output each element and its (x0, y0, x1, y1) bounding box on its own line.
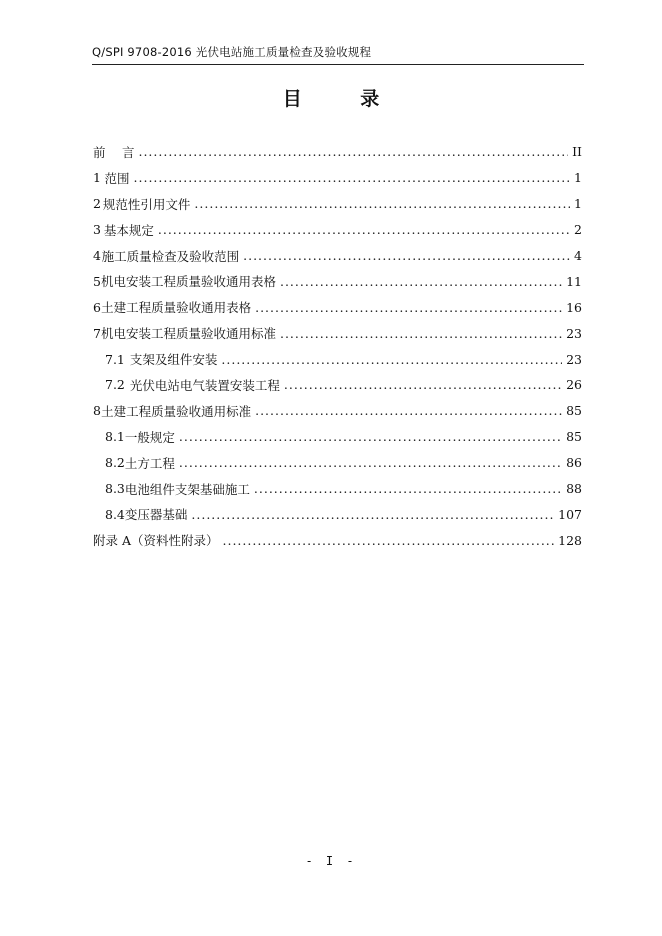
toc-entry-label: 土建工程质量验收通用表格 (101, 300, 252, 316)
toc-entry-label: 施工质量检查及验收范围 (101, 248, 240, 264)
toc-entry-page: 2 (574, 222, 582, 238)
toc-entry-8-4[interactable] (93, 501, 582, 527)
toc-entry-page: 1 (574, 196, 582, 212)
toc-entry-number: 1 (93, 170, 101, 186)
toc-entry-page: 23 (566, 351, 582, 367)
toc-leader-dots (284, 377, 562, 392)
toc-entry-page: 4 (574, 248, 582, 263)
toc-entry-label: 变压器基础 (124, 507, 188, 523)
toc-entry-label: 前 言 (93, 144, 135, 160)
toc-entry-label: 光伏电站电气装置安装工程 (129, 377, 280, 393)
toc-entry-number: 7 (93, 325, 101, 341)
toc-leader-dots (255, 300, 562, 315)
toc-leader-dots (254, 481, 562, 496)
toc-entry-page: 88 (566, 481, 582, 497)
toc-entry-page: 128 (558, 532, 582, 548)
toc-entry-label: 土方工程 (124, 455, 175, 471)
toc-entry-number: 8 (93, 403, 101, 419)
toc-entry-1[interactable] (93, 165, 582, 191)
toc-leader-dots (158, 222, 570, 237)
toc-entry-number: 2 (93, 196, 101, 212)
toc-entry-number: 8.1 (105, 429, 125, 445)
toc-entry-6[interactable] (93, 294, 582, 320)
toc-entry-8-2[interactable] (93, 450, 582, 476)
toc-leader-dots (280, 274, 562, 289)
toc-entry-page: 16 (566, 299, 582, 315)
toc-leader-dots (223, 533, 555, 548)
toc-leader-dots (194, 196, 570, 211)
toc-entry-label: 一般规定 (124, 429, 175, 445)
toc-entry-label: 机电安装工程质量验收通用表格 (100, 274, 276, 290)
toc-entry-4[interactable] (93, 243, 582, 269)
toc-leader-dots (138, 144, 568, 159)
toc-entry-page: 23 (566, 325, 582, 341)
toc-entry-3[interactable] (93, 217, 582, 243)
toc-entry-number: 3 (93, 222, 101, 238)
toc-entry-number: 8.2 (105, 455, 125, 471)
toc-entry-label: 附录 A（资料性附录） (93, 533, 219, 549)
toc-entry-page: 107 (558, 506, 582, 522)
toc-entry-7-2[interactable] (93, 372, 582, 398)
page-title: 目 录 (282, 88, 406, 110)
table-of-contents (93, 139, 582, 553)
toc-entry-appendix-a[interactable] (93, 527, 582, 553)
page-number: - I - (305, 854, 357, 868)
toc-leader-dots (134, 170, 571, 185)
toc-entry-label: 支架及组件安装 (129, 352, 218, 368)
toc-leader-dots (191, 507, 554, 522)
toc-entry-number: 5 (93, 273, 101, 289)
toc-entry-label: 土建工程质量验收通用标准 (101, 403, 252, 419)
toc-entry-8[interactable] (93, 398, 582, 424)
toc-entry-page: 26 (566, 377, 582, 393)
toc-entry-page: 11 (566, 273, 582, 289)
toc-leader-dots (255, 403, 562, 418)
toc-entry-7-1[interactable] (93, 346, 582, 372)
toc-entry-label: 基本规定 (103, 222, 154, 238)
toc-entry-foreword[interactable] (93, 139, 582, 165)
toc-leader-dots (280, 326, 562, 341)
toc-entry-number: 8.4 (105, 506, 125, 522)
toc-entry-5[interactable] (93, 268, 582, 294)
toc-entry-7[interactable] (93, 320, 582, 346)
toc-leader-dots (179, 455, 562, 470)
toc-entry-number: 7.2 (105, 377, 125, 393)
toc-entry-8-3[interactable] (93, 476, 582, 502)
toc-entry-label: 电池组件支架基础施工 (124, 481, 250, 497)
toc-entry-number: 8.3 (105, 481, 125, 497)
toc-entry-label: 机电安装工程质量验收通用标准 (100, 326, 276, 342)
toc-entry-page: II (572, 144, 582, 160)
toc-entry-number: 4 (93, 248, 101, 263)
toc-entry-page: 86 (566, 455, 582, 471)
toc-entry-2[interactable] (93, 191, 582, 217)
toc-entry-number: 6 (93, 299, 101, 315)
toc-leader-dots (243, 248, 570, 263)
toc-entry-8-1[interactable] (93, 424, 582, 450)
toc-entry-label: 范围 (104, 170, 130, 186)
toc-entry-page: 1 (574, 170, 582, 186)
running-header: Q/SPI 9708-2016 光伏电站施工质量检查及验收规程 (92, 44, 584, 65)
toc-entry-label: 规范性引用文件 (102, 196, 191, 212)
toc-entry-page: 85 (566, 429, 582, 445)
toc-leader-dots (179, 429, 562, 444)
toc-entry-page: 85 (566, 403, 582, 419)
toc-leader-dots (221, 352, 562, 367)
toc-entry-number: 7.1 (105, 351, 125, 367)
